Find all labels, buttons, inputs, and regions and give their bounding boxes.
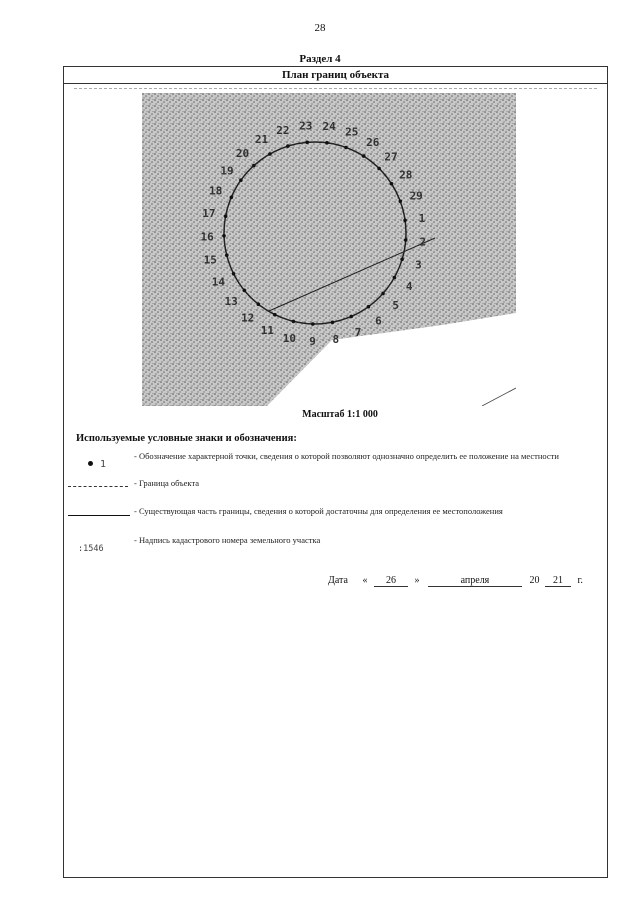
- point-dot-icon: [88, 461, 93, 466]
- boundary-point-28: [390, 182, 394, 186]
- point-label-19: 19: [220, 164, 234, 178]
- point-label-21: 21: [254, 133, 269, 147]
- boundary-point-27: [377, 167, 381, 171]
- boundary-point-5: [381, 292, 385, 296]
- point-label-26: 26: [366, 135, 380, 149]
- point-label-25: 25: [345, 125, 359, 139]
- boundary-point-25: [344, 146, 348, 150]
- legend-cadastral-text: - Надпись кадастрового номера земельного участка: [134, 535, 321, 545]
- scale-text: Масштаб 1:1 000: [302, 409, 378, 420]
- boundary-point-19: [239, 178, 243, 182]
- solid-line-icon: [68, 515, 130, 516]
- page-number: 28: [314, 22, 326, 34]
- point-label-4: 4: [405, 279, 413, 293]
- plan-title: План границ объекта: [64, 67, 607, 84]
- legend-existing-text: - Существующая часть границы, сведения о которой достаточны для определения ее местоположения: [134, 506, 503, 516]
- boundary-point-8: [331, 321, 335, 325]
- boundary-point-18: [230, 196, 234, 200]
- point-label-12: 12: [241, 311, 255, 325]
- boundary-point-23: [305, 141, 309, 145]
- legend-boundary-symbol: [68, 478, 130, 487]
- boundary-point-16: [222, 234, 226, 238]
- boundary-map: [142, 93, 516, 406]
- point-label-15: 15: [203, 253, 217, 267]
- existing-boundary-line-2: [482, 388, 516, 406]
- boundary-point-1: [403, 219, 407, 223]
- point-label-16: 16: [200, 230, 214, 244]
- date-year-unit: г.: [577, 575, 583, 586]
- legend-point-text: - Обозначение характерной точки, сведения о которой позволяют однозначно определить ее положение на местности: [134, 451, 559, 461]
- section-title: Раздел 4: [299, 53, 341, 65]
- legend-point-symbol: [68, 454, 130, 472]
- point-label-3: 3: [415, 258, 422, 272]
- boundary-point-7: [350, 315, 354, 319]
- boundary-point-29: [399, 200, 403, 204]
- cadastral-symbol: :1546: [78, 544, 104, 554]
- legend-point-label: 1: [100, 459, 107, 470]
- boundary-point-2: [404, 238, 408, 242]
- date-year-suffix: 21: [545, 575, 571, 587]
- boundary-point-15: [225, 254, 229, 258]
- parcel-hatch-area: [142, 93, 516, 406]
- date-month: апреля: [428, 575, 522, 587]
- point-label-28: 28: [399, 168, 413, 182]
- point-label-23: 23: [299, 119, 313, 133]
- boundary-point-17: [224, 214, 228, 218]
- boundary-point-6: [367, 305, 371, 309]
- legend-existing-symbol: [68, 507, 130, 516]
- date-open-quote: «: [362, 575, 368, 586]
- boundary-point-21: [268, 152, 272, 156]
- legend-cadastral-symbol: [68, 538, 130, 556]
- point-label-17: 17: [202, 207, 216, 221]
- boundary-point-3: [400, 258, 404, 262]
- boundary-point-12: [257, 302, 261, 306]
- point-label-1: 1: [418, 212, 426, 225]
- point-label-20: 20: [235, 146, 250, 160]
- dashed-boundary-icon: [68, 486, 128, 487]
- boundary-point-26: [362, 154, 366, 158]
- point-label-5: 5: [392, 298, 400, 312]
- point-label-27: 27: [384, 150, 398, 164]
- divider: [74, 88, 597, 89]
- point-label-13: 13: [224, 295, 238, 308]
- point-label-6: 6: [375, 314, 382, 328]
- date-label: Дата: [328, 575, 348, 586]
- point-label-10: 10: [282, 331, 297, 345]
- boundary-point-14: [232, 272, 236, 276]
- legend-title: Используемые условные знаки и обозначения:: [76, 433, 297, 444]
- point-label-22: 22: [276, 123, 290, 137]
- boundary-point-24: [325, 141, 329, 145]
- point-label-18: 18: [208, 184, 223, 198]
- boundary-point-10: [292, 320, 296, 324]
- date-close-quote: »: [414, 575, 420, 586]
- point-label-7: 7: [354, 326, 362, 339]
- point-label-29: 29: [409, 189, 423, 203]
- legend-boundary-text: - Граница объекта: [134, 478, 200, 488]
- date-row: [328, 575, 583, 587]
- point-label-2: 2: [419, 235, 427, 249]
- map-svg: [142, 93, 516, 406]
- boundary-point-22: [286, 144, 290, 148]
- boundary-point-20: [252, 164, 256, 168]
- date-year-prefix: 20: [529, 575, 540, 586]
- point-label-11: 11: [260, 324, 275, 337]
- boundary-point-9: [311, 322, 315, 326]
- date-day: 26: [374, 575, 408, 587]
- boundary-point-11: [273, 313, 277, 317]
- point-label-24: 24: [322, 119, 336, 133]
- point-label-8: 8: [332, 333, 340, 346]
- boundary-point-13: [243, 289, 247, 293]
- boundary-point-4: [393, 276, 397, 280]
- point-label-9: 9: [309, 335, 316, 348]
- point-label-14: 14: [211, 275, 226, 289]
